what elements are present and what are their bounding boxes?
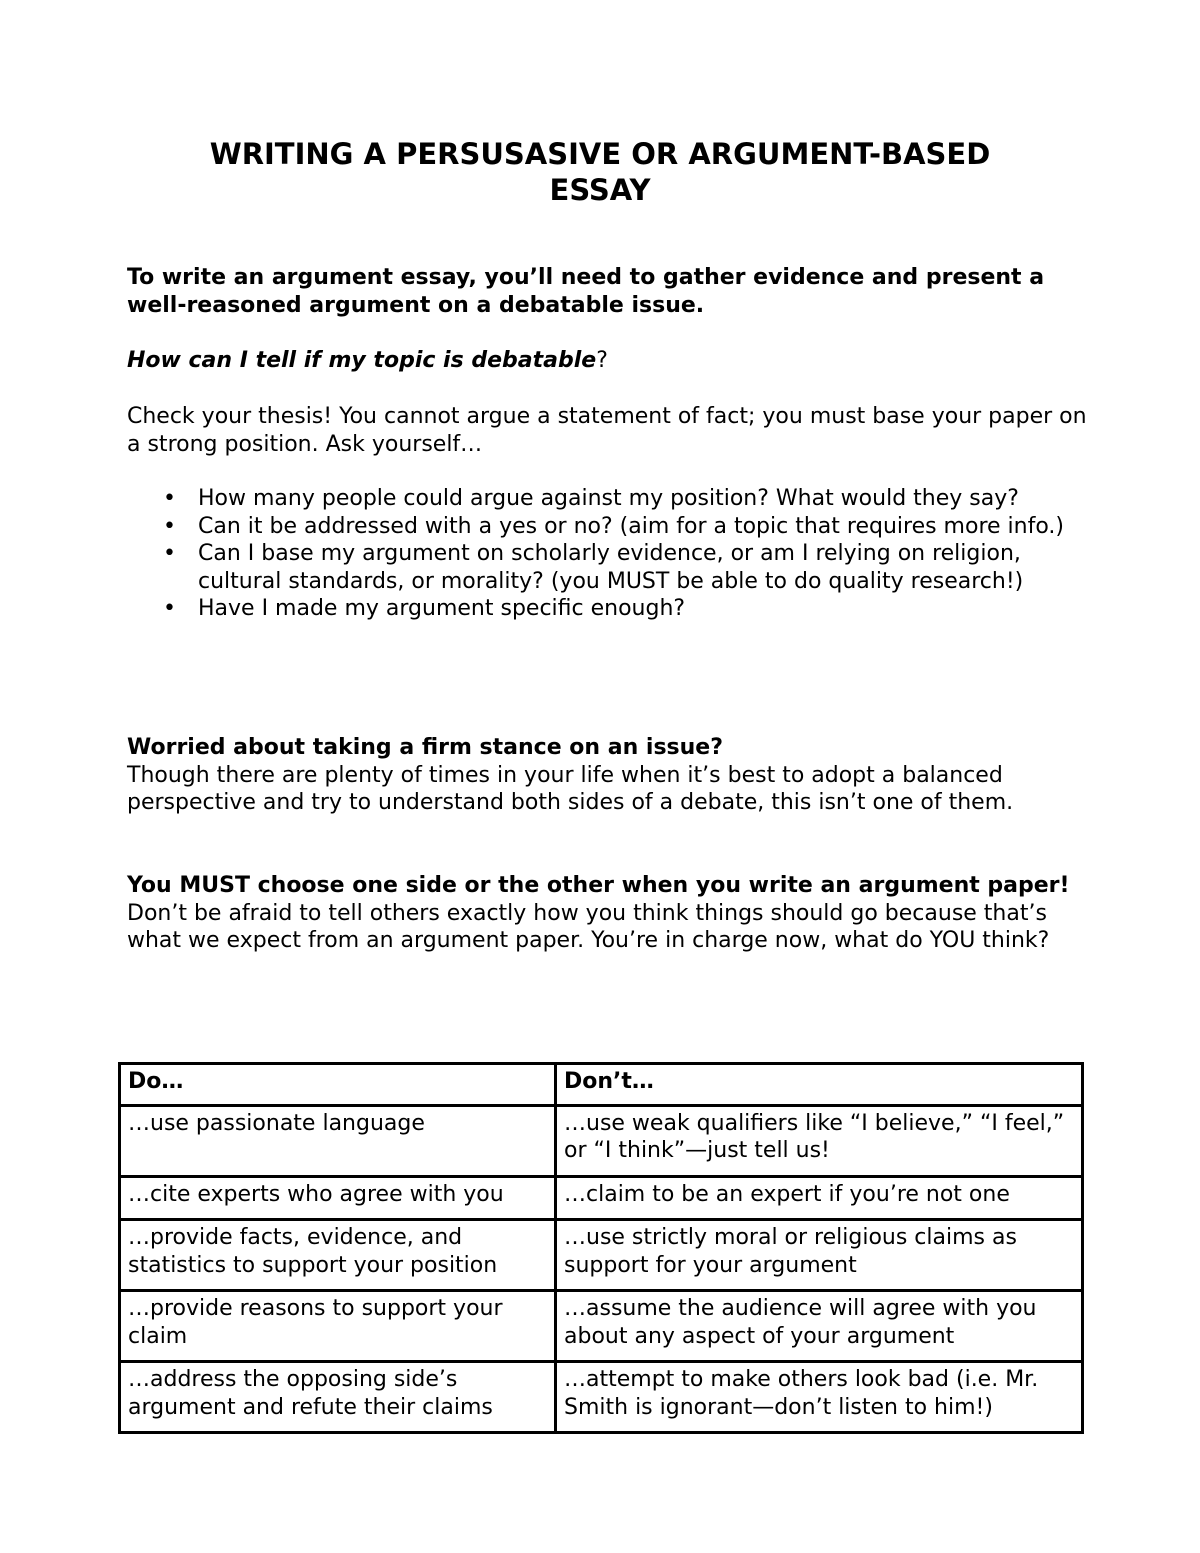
debatable-question-text: How can I tell if my topic is debatable (127, 348, 597, 373)
bullet-icon: • (163, 486, 176, 511)
question-list (127, 485, 1087, 623)
title-line-2: ESSAY (549, 173, 651, 207)
bullet-icon: • (163, 541, 176, 566)
debatable-question (127, 347, 1087, 375)
list-item (127, 540, 1087, 595)
check-thesis-paragraph: Check your thesis! You cannot argue a statement of fact; you must base your paper on a strong position. Ask yourself… (127, 404, 1087, 457)
dont-cell: …claim to be an expert if you’re not one (556, 1176, 1083, 1220)
dont-cell: …assume the audience will agree with you about any aspect of your argument (556, 1291, 1083, 1362)
do-cell: …provide facts, evidence, and statistics to support your position (120, 1220, 556, 1291)
choose-side-body: Don’t be afraid to tell others exactly how you think things should go because that’s what we expect from an argument paper. You’re in charge now, what do YOU think? (127, 900, 1050, 953)
do-header: Do… (120, 1064, 556, 1106)
bullet-icon: • (163, 596, 176, 621)
debatable-question-mark: ? (596, 348, 608, 373)
list-item-text: Have I made my argument specific enough? (198, 596, 686, 621)
dont-cell: …use strictly moral or religious claims as support for your argument (556, 1220, 1083, 1291)
firm-stance-body: Though there are plenty of times in your life when it’s best to adopt a balanced perspective and try to understand both sides of a debate, this isn’t one of them. (127, 762, 1014, 815)
list-item (127, 513, 1087, 541)
do-cell: …cite experts who agree with you (120, 1176, 556, 1220)
page-title (150, 136, 1050, 208)
table-header-row (120, 1064, 1083, 1106)
do-cell: …use passionate language (120, 1105, 556, 1176)
choose-side-heading: You MUST choose one side or the other when you write an argument paper! (127, 873, 1070, 898)
table-row (120, 1105, 1083, 1176)
do-dont-table (118, 1062, 1084, 1434)
list-item-text: How many people could argue against my position? What would they say? (198, 486, 1019, 511)
list-item (127, 485, 1087, 513)
bullet-icon: • (163, 513, 176, 539)
table-row (120, 1220, 1083, 1291)
list-item-text: Can I base my argument on scholarly evidence, or am I relying on religion, cultural standards, or morality? (you MUST be able to do quality research!) (198, 541, 1024, 594)
do-cell: …address the opposing side’s argument and refute their claims (120, 1362, 556, 1433)
table-row (120, 1362, 1083, 1433)
list-item (127, 595, 1087, 623)
dont-header: Don’t… (556, 1064, 1083, 1106)
list-item-text: Can it be addressed with a yes or no? (aim for a topic that requires more info.) (198, 513, 1064, 539)
dont-cell: …use weak qualifiers like “I believe,” “I feel,” or “I think”—just tell us! (556, 1105, 1083, 1176)
firm-stance-heading: Worried about taking a firm stance on an issue? (127, 735, 723, 760)
table-row (120, 1176, 1083, 1220)
intro-paragraph: To write an argument essay, you’ll need to gather evidence and present a well-reasoned argument on a debatable issue. (127, 265, 1045, 318)
dont-cell: …attempt to make others look bad (i.e. Mr. Smith is ignorant—don’t listen to him!) (556, 1362, 1083, 1433)
table-row (120, 1291, 1083, 1362)
firm-stance-section (127, 734, 1087, 817)
title-line-1: WRITING A PERSUSASIVE OR ARGUMENT-BASED (209, 137, 991, 171)
choose-side-section (127, 872, 1087, 955)
do-cell: …provide reasons to support your claim (120, 1291, 556, 1362)
